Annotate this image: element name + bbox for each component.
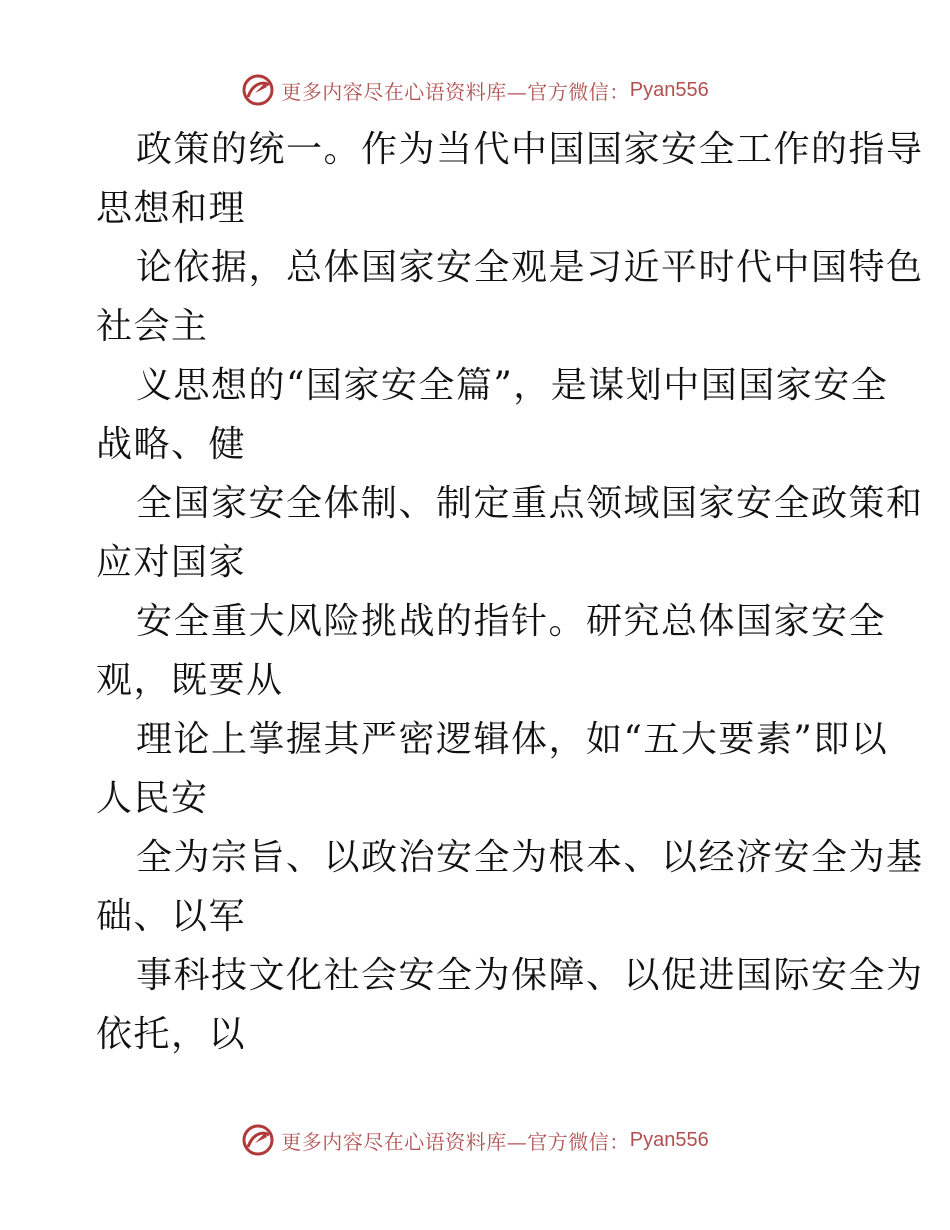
line-8-first: 事科技文化社会安全为保障、以促进国际安全为: [136, 955, 924, 996]
brand-logo-icon: [241, 73, 275, 107]
footer-watermark-text: 更多内容尽在心语资料库—官方微信：: [281, 1129, 630, 1154]
line-4-rest: 应对国家: [96, 542, 247, 583]
line-2-first: 论依据，总体国家安全观是习近平时代中国特色: [136, 247, 924, 288]
text-line-3: [96, 356, 889, 474]
text-line-5: [96, 592, 887, 710]
text-line-8: [96, 946, 924, 1064]
header-watermark: [0, 70, 950, 110]
footer-watermark: [0, 1120, 950, 1160]
text-line-4: [96, 474, 924, 592]
document-body: [96, 120, 924, 1064]
brand-logo-icon: [241, 1123, 275, 1157]
line-3-first: 义思想的“国家安全篇”，是谋划中国国家安全: [136, 365, 889, 406]
line-4-first: 全国家安全体制、制定重点领域国家安全政策和: [136, 483, 924, 524]
line-2-rest: 社会主: [96, 306, 209, 347]
line-8-rest: 依托，以: [96, 1014, 247, 1055]
line-5-rest: 观，既要从: [96, 660, 284, 701]
header-watermark-text: 更多内容尽在心语资料库—官方微信：: [281, 79, 630, 104]
line-1-first: 政策的统一。作为当代中国国家安全工作的指导: [136, 129, 924, 170]
line-5-first: 安全重大风险挑战的指针。研究总体国家安全: [136, 601, 887, 642]
line-6-rest: 人民安: [96, 778, 209, 819]
text-line-2: [96, 238, 924, 356]
footer-watermark-id: Pyan556: [629, 1128, 709, 1151]
line-7-rest: 础、以军: [96, 896, 247, 937]
line-7-first: 全为宗旨、以政治安全为根本、以经济安全为基: [136, 837, 924, 878]
line-1-rest: 思想和理: [96, 188, 247, 229]
text-line-7: [96, 828, 924, 946]
text-line-6: [96, 710, 889, 828]
line-6-first: 理论上掌握其严密逻辑体，如“五大要素”即以: [136, 719, 889, 760]
line-3-rest: 战略、健: [96, 424, 247, 465]
text-line-1: [96, 120, 924, 238]
header-watermark-id: Pyan556: [629, 78, 709, 101]
